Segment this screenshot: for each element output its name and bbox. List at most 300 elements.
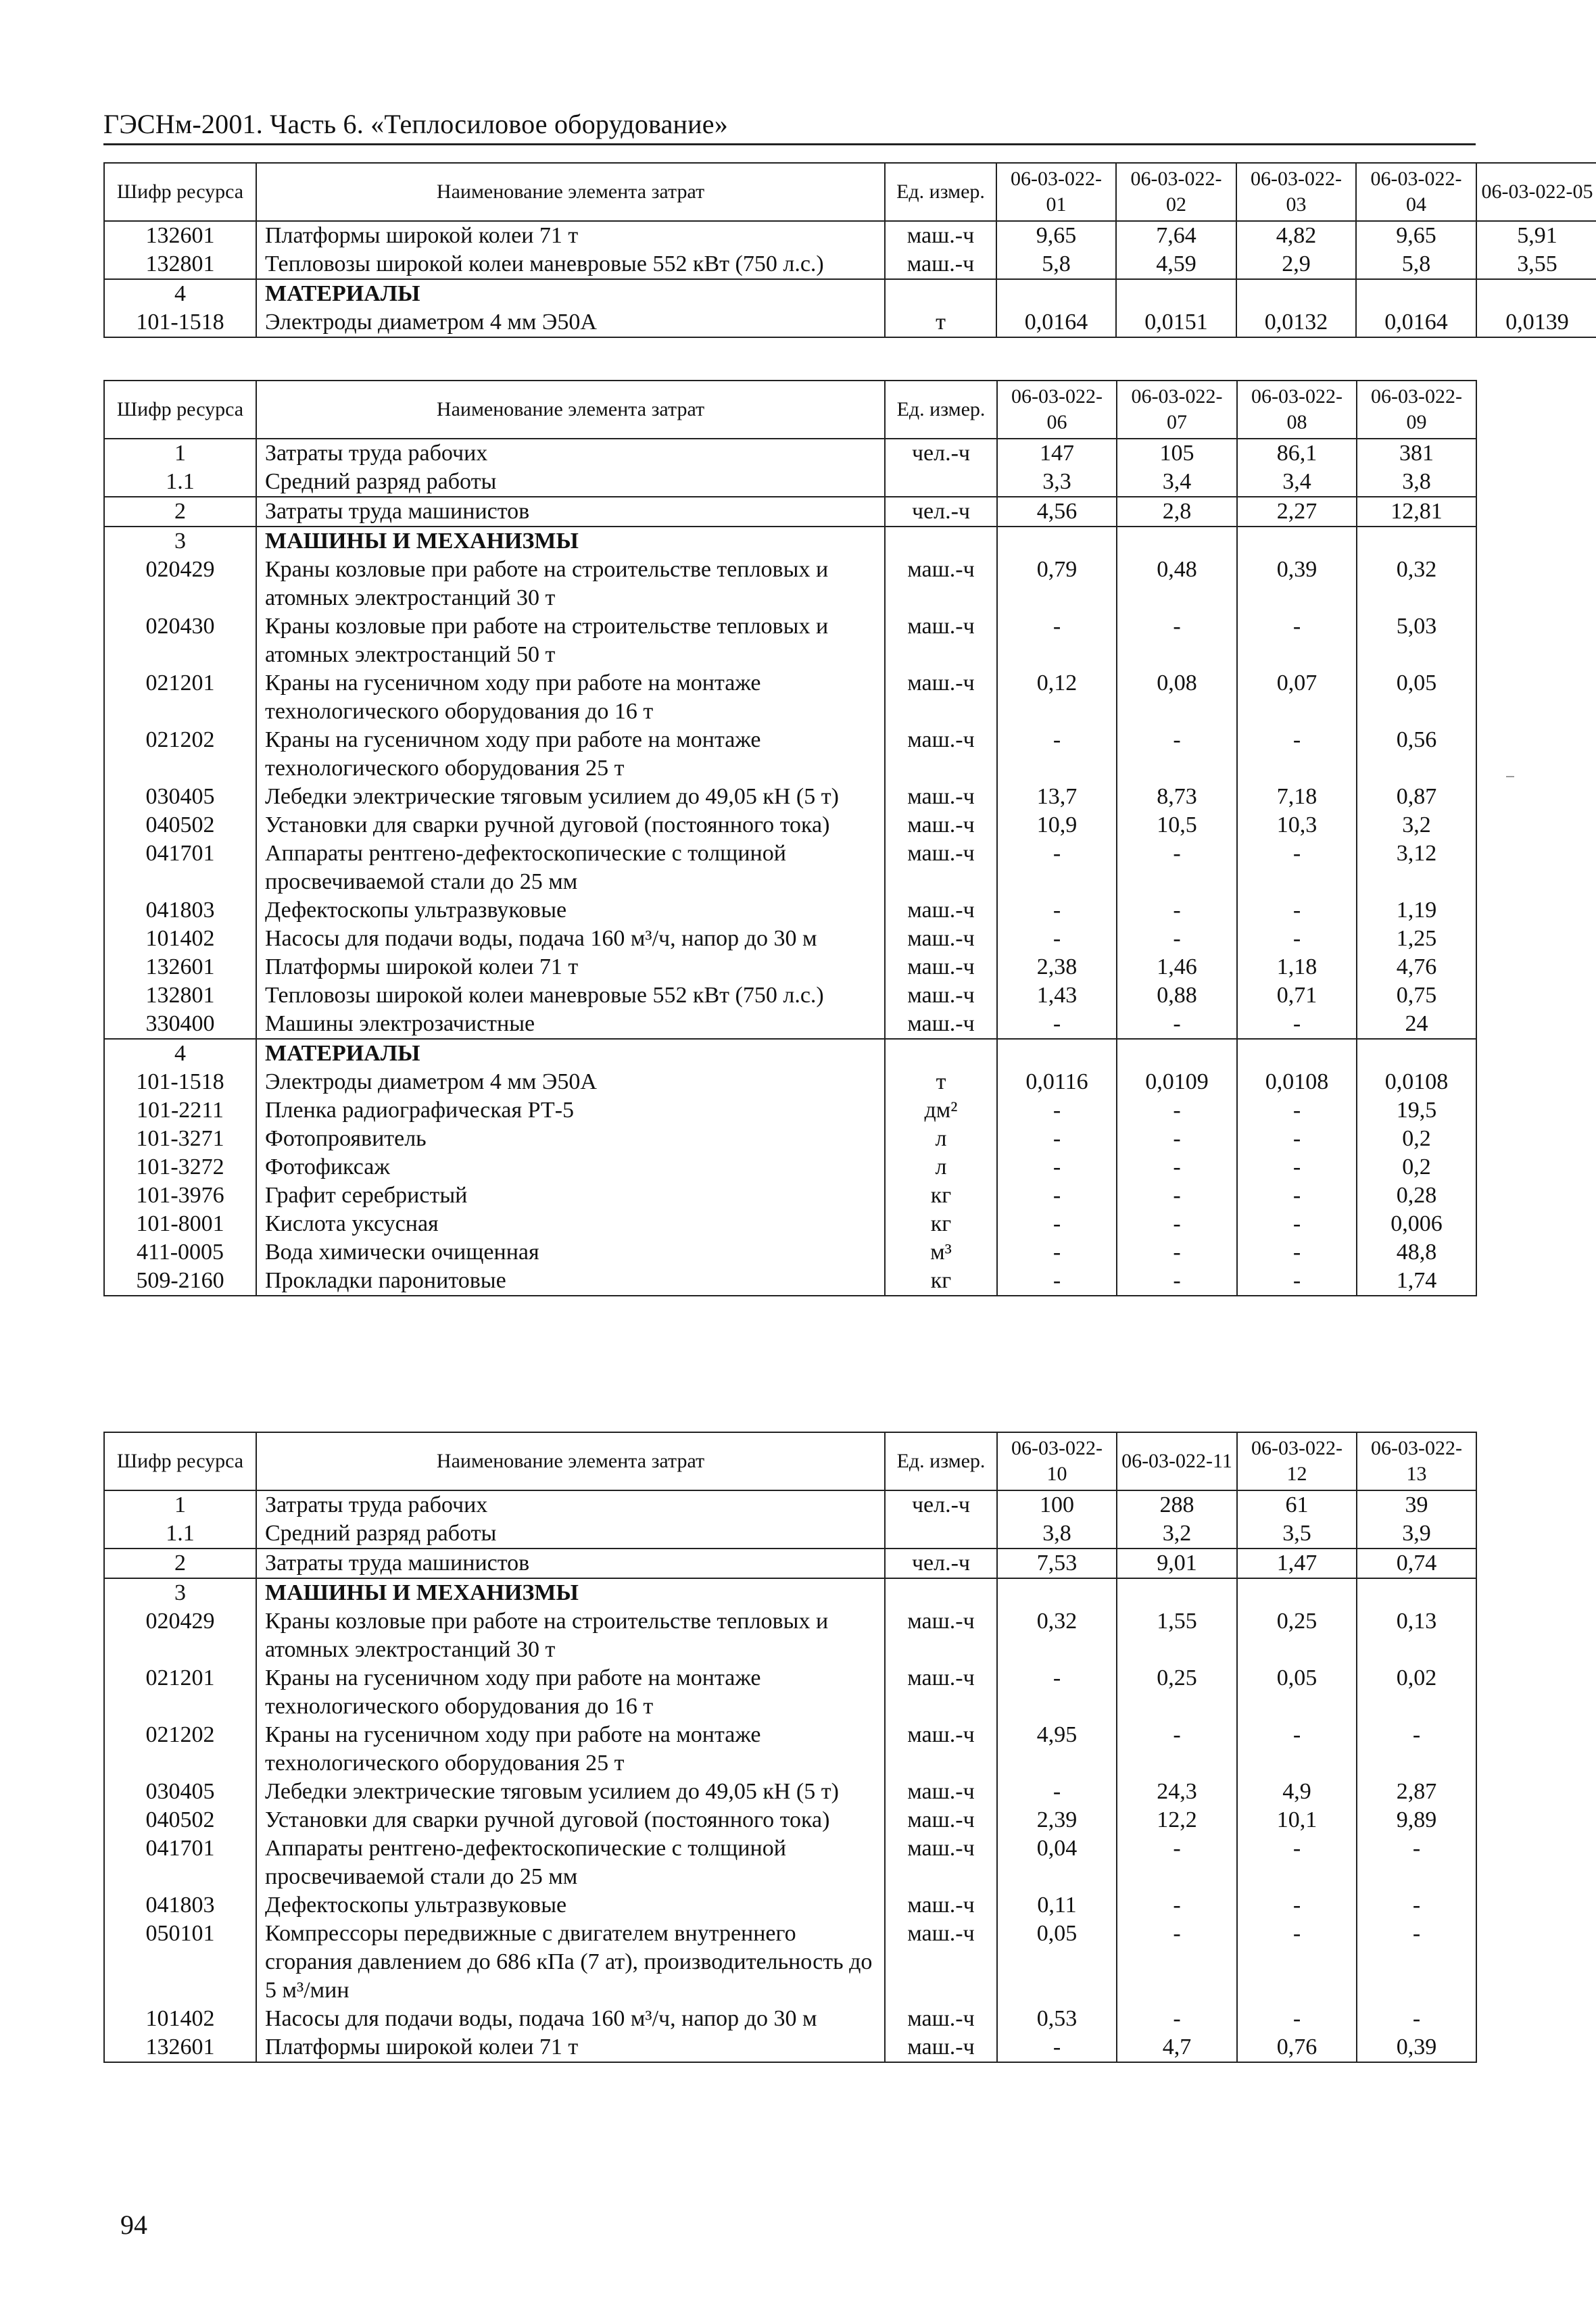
cost-element-name-cell: Затраты труда рабочих — [256, 1490, 885, 1519]
resource-code-cell: 020430 — [104, 612, 256, 669]
resource-code-cell: 041803 — [104, 896, 256, 925]
page-number: 94 — [120, 2210, 147, 2240]
table-row — [104, 1238, 1476, 1267]
column-header-norm-code: 06-03-022-12 — [1237, 1432, 1357, 1490]
column-header-norm-code: 06-03-022-02 — [1116, 163, 1236, 221]
resource-code-cell: 020429 — [104, 556, 256, 612]
value-cell: 48,8 — [1357, 1238, 1476, 1267]
section-heading-row — [104, 1578, 1476, 1607]
table-row — [104, 468, 1476, 497]
table-row — [104, 1920, 1476, 2005]
table-row — [104, 896, 1476, 925]
table-row — [104, 1519, 1476, 1549]
header-rule — [103, 143, 1476, 145]
value-cell: 0,2 — [1357, 1153, 1476, 1181]
value-cell: 61 — [1237, 1490, 1357, 1519]
value-cell: 2,38 — [997, 953, 1117, 981]
value-cell: - — [1117, 1834, 1237, 1891]
value-cell: 0,71 — [1237, 981, 1357, 1010]
value-cell: 7,53 — [997, 1549, 1117, 1578]
value-cell: 3,12 — [1357, 839, 1476, 896]
resource-code-cell: 021202 — [104, 726, 256, 783]
value-cell: 7,64 — [1116, 221, 1236, 250]
column-header-norm-code: 06-03-022-08 — [1237, 381, 1357, 439]
resource-code-cell: 030405 — [104, 1778, 256, 1806]
resource-code-cell: 3 — [104, 1578, 256, 1607]
value-cell: - — [1237, 839, 1357, 896]
cost-element-name-cell: Прокладки паронитовые — [256, 1267, 885, 1296]
value-cell: 8,73 — [1117, 783, 1237, 811]
value-cell: - — [1357, 1920, 1476, 2005]
value-cell: - — [1237, 726, 1357, 783]
resource-code-cell: 132801 — [104, 250, 256, 279]
cost-element-name-cell: Машины электрозачистные — [256, 1010, 885, 1039]
cost-element-name-cell: Графит серебристый — [256, 1181, 885, 1210]
value-cell: - — [1237, 1891, 1357, 1920]
value-cell: 0,006 — [1357, 1210, 1476, 1238]
unit-cell: т — [885, 308, 996, 337]
value-cell: 0,0116 — [997, 1068, 1117, 1096]
value-cell: - — [1357, 1891, 1476, 1920]
table-row — [104, 250, 1596, 279]
table-row — [104, 925, 1476, 953]
table-row — [104, 1664, 1476, 1721]
value-cell: 4,95 — [997, 1721, 1117, 1778]
unit-cell: м³ — [885, 1238, 997, 1267]
value-cell: 3,8 — [997, 1519, 1117, 1549]
value-cell: 0,56 — [1357, 726, 1476, 783]
value-cell: 0,08 — [1117, 669, 1237, 726]
column-header-norm-code: 06-03-022-13 — [1357, 1432, 1476, 1490]
value-cell: 0,04 — [997, 1834, 1117, 1891]
value-cell: - — [1237, 1153, 1357, 1181]
unit-cell: т — [885, 1068, 997, 1096]
table-row — [104, 981, 1476, 1010]
cost-element-name-cell: Фотопроявитель — [256, 1125, 885, 1153]
table-row — [104, 308, 1596, 337]
column-header-code: Шифр ресурса — [104, 1432, 256, 1490]
cost-element-name-cell: Краны на гусеничном ходу при работе на монтаже технологического оборудования 25 т — [256, 1721, 885, 1778]
unit-cell: маш.-ч — [885, 726, 997, 783]
unit-cell: маш.-ч — [885, 896, 997, 925]
unit-cell — [885, 527, 997, 556]
table-row — [104, 1549, 1476, 1578]
cost-element-name-cell: Электроды диаметром 4 мм Э50А — [256, 308, 885, 337]
resource-code-cell: 040502 — [104, 811, 256, 839]
unit-cell: маш.-ч — [885, 221, 996, 250]
cost-element-name-cell: Вода химически очищенная — [256, 1238, 885, 1267]
value-cell — [1237, 1578, 1357, 1607]
value-cell: 3,55 — [1476, 250, 1596, 279]
value-cell: - — [1117, 925, 1237, 953]
value-cell: - — [1117, 1238, 1237, 1267]
value-cell: 100 — [997, 1490, 1117, 1519]
value-cell: 10,9 — [997, 811, 1117, 839]
cost-table-2 — [103, 380, 1477, 1296]
value-cell: 9,01 — [1117, 1549, 1237, 1578]
column-header-name: Наименование элемента затрат — [256, 1432, 885, 1490]
value-cell: - — [1117, 1920, 1237, 2005]
value-cell: 2,9 — [1236, 250, 1356, 279]
value-cell: - — [1117, 1891, 1237, 1920]
value-cell: - — [1117, 1125, 1237, 1153]
value-cell — [997, 527, 1117, 556]
value-cell: - — [997, 925, 1117, 953]
value-cell: 3,4 — [1237, 468, 1357, 497]
value-cell: - — [1237, 1010, 1357, 1039]
table-row — [104, 669, 1476, 726]
cost-element-name-cell: Аппараты рентгено-дефектоскопические с толщиной просвечиваемой стали до 25 мм — [256, 839, 885, 896]
value-cell: 0,0108 — [1357, 1068, 1476, 1096]
value-cell — [997, 1578, 1117, 1607]
value-cell: 5,8 — [996, 250, 1116, 279]
value-cell: - — [997, 1210, 1117, 1238]
value-cell: 4,59 — [1116, 250, 1236, 279]
value-cell: - — [1117, 1181, 1237, 1210]
page-header: ГЭСНм-2001. Часть 6. «Теплосиловое оборудование» — [103, 109, 728, 139]
value-cell: 10,5 — [1117, 811, 1237, 839]
column-header-norm-code: 06-03-022-03 — [1236, 163, 1356, 221]
resource-code-cell: 509-2160 — [104, 1267, 256, 1296]
column-header-norm-code: 06-03-022-01 — [996, 163, 1116, 221]
unit-cell: л — [885, 1125, 997, 1153]
value-cell: 0,32 — [997, 1607, 1117, 1664]
value-cell: - — [997, 612, 1117, 669]
unit-cell: чел.-ч — [885, 1549, 997, 1578]
value-cell: 0,87 — [1357, 783, 1476, 811]
value-cell: 3,9 — [1357, 1519, 1476, 1549]
resource-code-cell: 2 — [104, 497, 256, 527]
table-row — [104, 612, 1476, 669]
resource-code-cell: 101-3271 — [104, 1125, 256, 1153]
column-header-norm-code: 06-03-022-09 — [1357, 381, 1476, 439]
column-header-norm-code: 06-03-022-06 — [997, 381, 1117, 439]
unit-cell: маш.-ч — [885, 1891, 997, 1920]
resource-code-cell: 021202 — [104, 1721, 256, 1778]
value-cell: 1,18 — [1237, 953, 1357, 981]
column-header-unit: Ед. измер. — [885, 163, 996, 221]
value-cell: - — [1237, 1125, 1357, 1153]
resource-code-cell: 101-8001 — [104, 1210, 256, 1238]
value-cell: - — [1237, 1238, 1357, 1267]
resource-code-cell: 021201 — [104, 669, 256, 726]
value-cell: 13,7 — [997, 783, 1117, 811]
value-cell — [1356, 279, 1476, 308]
value-cell — [1476, 279, 1596, 308]
value-cell: 0,39 — [1357, 2033, 1476, 2062]
cost-element-name-cell: Лебедки электрические тяговым усилием до 49,05 кН (5 т) — [256, 783, 885, 811]
value-cell: - — [1237, 1096, 1357, 1125]
table-row — [104, 1210, 1476, 1238]
table-row — [104, 439, 1476, 468]
resource-code-cell: 4 — [104, 1039, 256, 1068]
column-header-name: Наименование элемента затрат — [256, 163, 885, 221]
resource-code-cell: 030405 — [104, 783, 256, 811]
unit-cell: маш.-ч — [885, 1806, 997, 1834]
value-cell: 147 — [997, 439, 1117, 468]
cost-element-name-cell: Средний разряд работы — [256, 468, 885, 497]
table-row — [104, 1607, 1476, 1664]
cost-element-name-cell: Затраты труда рабочих — [256, 439, 885, 468]
table-row — [104, 953, 1476, 981]
cost-element-name-cell: Пленка радиографическая РТ-5 — [256, 1096, 885, 1125]
unit-cell — [885, 1039, 997, 1068]
resource-code-cell: 132601 — [104, 2033, 256, 2062]
value-cell: 381 — [1357, 439, 1476, 468]
unit-cell: чел.-ч — [885, 439, 997, 468]
value-cell: - — [997, 1181, 1117, 1210]
cost-element-name-cell: Насосы для подачи воды, подача 160 м³/ч, напор до 30 м — [256, 925, 885, 953]
value-cell: 2,27 — [1237, 497, 1357, 527]
resource-code-cell: 041701 — [104, 1834, 256, 1891]
value-cell: - — [997, 1778, 1117, 1806]
value-cell: 2,87 — [1357, 1778, 1476, 1806]
value-cell: 5,03 — [1357, 612, 1476, 669]
cost-element-name-cell: Кислота уксусная — [256, 1210, 885, 1238]
value-cell: 0,25 — [1117, 1664, 1237, 1721]
value-cell: 5,91 — [1476, 221, 1596, 250]
unit-cell: кг — [885, 1267, 997, 1296]
resource-code-cell: 411-0005 — [104, 1238, 256, 1267]
value-cell: 86,1 — [1237, 439, 1357, 468]
unit-cell — [885, 1578, 997, 1607]
table-row — [104, 1096, 1476, 1125]
value-cell: - — [1117, 896, 1237, 925]
column-header-name: Наименование элемента затрат — [256, 381, 885, 439]
table-row — [104, 1181, 1476, 1210]
resource-code-cell: 1 — [104, 1490, 256, 1519]
value-cell: 1,19 — [1357, 896, 1476, 925]
value-cell: 10,3 — [1237, 811, 1357, 839]
value-cell: 0,53 — [997, 2005, 1117, 2033]
column-header-code: Шифр ресурса — [104, 381, 256, 439]
cost-element-name-cell: Установки для сварки ручной дуговой (постоянного тока) — [256, 811, 885, 839]
value-cell: - — [997, 726, 1117, 783]
value-cell — [1357, 1039, 1476, 1068]
value-cell: 0,11 — [997, 1891, 1117, 1920]
value-cell: 0,88 — [1117, 981, 1237, 1010]
value-cell: - — [1117, 1153, 1237, 1181]
value-cell: - — [1117, 1210, 1237, 1238]
cost-element-name-cell: Средний разряд работы — [256, 1519, 885, 1549]
unit-cell: л — [885, 1153, 997, 1181]
section-heading-row — [104, 527, 1476, 556]
value-cell: - — [1117, 726, 1237, 783]
table-row — [104, 1891, 1476, 1920]
unit-cell: чел.-ч — [885, 497, 997, 527]
table-row — [104, 1721, 1476, 1778]
table-row — [104, 2005, 1476, 2033]
cost-element-name-cell: Компрессоры передвижные с двигателем внутреннего сгорания давлением до 686 кПа (7 ат), производительность до 5 м³/мин — [256, 1920, 885, 2005]
resource-code-cell: 132801 — [104, 981, 256, 1010]
value-cell: 0,0139 — [1476, 308, 1596, 337]
table-row — [104, 497, 1476, 527]
value-cell: 0,39 — [1237, 556, 1357, 612]
unit-cell: маш.-ч — [885, 1834, 997, 1891]
unit-cell: маш.-ч — [885, 1721, 997, 1778]
value-cell: 0,74 — [1357, 1549, 1476, 1578]
value-cell: 24 — [1357, 1010, 1476, 1039]
resource-code-cell: 1.1 — [104, 1519, 256, 1549]
value-cell: 0,07 — [1237, 669, 1357, 726]
value-cell: - — [1117, 1721, 1237, 1778]
resource-code-cell: 4 — [104, 279, 256, 308]
value-cell: - — [997, 896, 1117, 925]
cost-element-name-cell: Краны на гусеничном ходу при работе на монтаже технологического оборудования до 16 т — [256, 669, 885, 726]
value-cell — [1117, 1578, 1237, 1607]
resource-code-cell: 050101 — [104, 1920, 256, 2005]
value-cell: 0,48 — [1117, 556, 1237, 612]
value-cell: 0,05 — [997, 1920, 1117, 2005]
cost-element-name-cell: МАТЕРИАЛЫ — [256, 279, 885, 308]
value-cell: 4,9 — [1237, 1778, 1357, 1806]
value-cell: 4,82 — [1236, 221, 1356, 250]
value-cell: - — [997, 1125, 1117, 1153]
value-cell: 12,2 — [1117, 1806, 1237, 1834]
value-cell: - — [1237, 1267, 1357, 1296]
value-cell — [1357, 527, 1476, 556]
cost-element-name-cell: Краны на гусеничном ходу при работе на монтаже технологического оборудования 25 т — [256, 726, 885, 783]
cost-element-name-cell: Краны козловые при работе на строительстве тепловых и атомных электростанций 50 т — [256, 612, 885, 669]
value-cell: - — [1117, 1096, 1237, 1125]
value-cell: 3,2 — [1357, 811, 1476, 839]
value-cell: - — [997, 2033, 1117, 2062]
value-cell: 3,2 — [1117, 1519, 1237, 1549]
value-cell: 0,76 — [1237, 2033, 1357, 2062]
table-row — [104, 1153, 1476, 1181]
value-cell: 105 — [1117, 439, 1237, 468]
value-cell: 0,0109 — [1117, 1068, 1237, 1096]
value-cell: 3,5 — [1237, 1519, 1357, 1549]
value-cell: 3,4 — [1117, 468, 1237, 497]
cost-element-name-cell: Аппараты рентгено-дефектоскопические с толщиной просвечиваемой стали до 25 мм — [256, 1834, 885, 1891]
value-cell: - — [1237, 925, 1357, 953]
unit-cell: маш.-ч — [885, 1920, 997, 2005]
table-row — [104, 811, 1476, 839]
cost-element-name-cell: Тепловозы широкой колеи маневровые 552 кВт (750 л.с.) — [256, 981, 885, 1010]
value-cell: 4,76 — [1357, 953, 1476, 981]
column-header-norm-code: 06-03-022-05 — [1476, 163, 1596, 221]
unit-cell: чел.-ч — [885, 1490, 997, 1519]
unit-cell: маш.-ч — [885, 556, 997, 612]
table-row — [104, 221, 1596, 250]
resource-code-cell: 041803 — [104, 1891, 256, 1920]
table-header-row — [104, 381, 1476, 439]
value-cell — [1237, 527, 1357, 556]
resource-code-cell: 020429 — [104, 1607, 256, 1664]
resource-code-cell: 101402 — [104, 2005, 256, 2033]
unit-cell: маш.-ч — [885, 981, 997, 1010]
value-cell: 39 — [1357, 1490, 1476, 1519]
value-cell: 19,5 — [1357, 1096, 1476, 1125]
unit-cell: маш.-ч — [885, 2005, 997, 2033]
cost-element-name-cell: Платформы широкой колеи 71 т — [256, 953, 885, 981]
value-cell: - — [1237, 1210, 1357, 1238]
resource-code-cell: 1 — [104, 439, 256, 468]
value-cell: 0,0151 — [1116, 308, 1236, 337]
unit-cell: маш.-ч — [885, 1778, 997, 1806]
value-cell: 5,8 — [1356, 250, 1476, 279]
value-cell: 4,7 — [1117, 2033, 1237, 2062]
table-header-row — [104, 163, 1596, 221]
resource-code-cell: 101-1518 — [104, 308, 256, 337]
resource-code-cell: 101-2211 — [104, 1096, 256, 1125]
resource-code-cell: 021201 — [104, 1664, 256, 1721]
value-cell: 12,81 — [1357, 497, 1476, 527]
value-cell: - — [1237, 2005, 1357, 2033]
value-cell: 0,12 — [997, 669, 1117, 726]
value-cell: - — [997, 1096, 1117, 1125]
cost-element-name-cell: Лебедки электрические тяговым усилием до 49,05 кН (5 т) — [256, 1778, 885, 1806]
value-cell: - — [997, 1664, 1117, 1721]
resource-code-cell: 101-3272 — [104, 1153, 256, 1181]
value-cell: 0,0164 — [996, 308, 1116, 337]
column-header-norm-code: 06-03-022-11 — [1117, 1432, 1237, 1490]
value-cell: 3,8 — [1357, 468, 1476, 497]
value-cell: 0,0132 — [1236, 308, 1356, 337]
unit-cell: кг — [885, 1210, 997, 1238]
value-cell: 7,18 — [1237, 783, 1357, 811]
table-row — [104, 556, 1476, 612]
unit-cell: маш.-ч — [885, 953, 997, 981]
value-cell: - — [1237, 1834, 1357, 1891]
resource-code-cell: 040502 — [104, 1806, 256, 1834]
unit-cell: маш.-ч — [885, 250, 996, 279]
value-cell: - — [1237, 1181, 1357, 1210]
value-cell: - — [1117, 2005, 1237, 2033]
resource-code-cell: 041701 — [104, 839, 256, 896]
resource-code-cell: 330400 — [104, 1010, 256, 1039]
value-cell: 0,32 — [1357, 556, 1476, 612]
value-cell: 1,46 — [1117, 953, 1237, 981]
value-cell: 24,3 — [1117, 1778, 1237, 1806]
table-row — [104, 1125, 1476, 1153]
table-row — [104, 1778, 1476, 1806]
cost-element-name-cell: Краны козловые при работе на строительстве тепловых и атомных электростанций 30 т — [256, 556, 885, 612]
unit-cell: маш.-ч — [885, 839, 997, 896]
resource-code-cell: 101-1518 — [104, 1068, 256, 1096]
value-cell: 0,13 — [1357, 1607, 1476, 1664]
column-header-unit: Ед. измер. — [885, 381, 997, 439]
cost-element-name-cell: Краны на гусеничном ходу при работе на монтаже технологического оборудования до 16 т — [256, 1664, 885, 1721]
cost-element-name-cell: МАШИНЫ И МЕХАНИЗМЫ — [256, 527, 885, 556]
column-header-code: Шифр ресурса — [104, 163, 256, 221]
resource-code-cell: 132601 — [104, 953, 256, 981]
value-cell: 0,02 — [1357, 1664, 1476, 1721]
unit-cell — [885, 468, 997, 497]
value-cell: 2,39 — [997, 1806, 1117, 1834]
value-cell: - — [1357, 2005, 1476, 2033]
cost-element-name-cell: Затраты труда машинистов — [256, 1549, 885, 1578]
value-cell: 9,65 — [1356, 221, 1476, 250]
unit-cell: маш.-ч — [885, 783, 997, 811]
value-cell: 2,8 — [1117, 497, 1237, 527]
unit-cell: маш.-ч — [885, 811, 997, 839]
table-row — [104, 1267, 1476, 1296]
table-row — [104, 726, 1476, 783]
value-cell: 1,47 — [1237, 1549, 1357, 1578]
value-cell: - — [997, 1238, 1117, 1267]
table-row — [104, 1806, 1476, 1834]
value-cell: - — [1117, 612, 1237, 669]
resource-code-cell: 132601 — [104, 221, 256, 250]
value-cell: 1,74 — [1357, 1267, 1476, 1296]
resource-code-cell: 2 — [104, 1549, 256, 1578]
table-row — [104, 1834, 1476, 1891]
table-row — [104, 1068, 1476, 1096]
unit-cell: дм² — [885, 1096, 997, 1125]
cost-element-name-cell: Краны козловые при работе на строительстве тепловых и атомных электростанций 30 т — [256, 1607, 885, 1664]
